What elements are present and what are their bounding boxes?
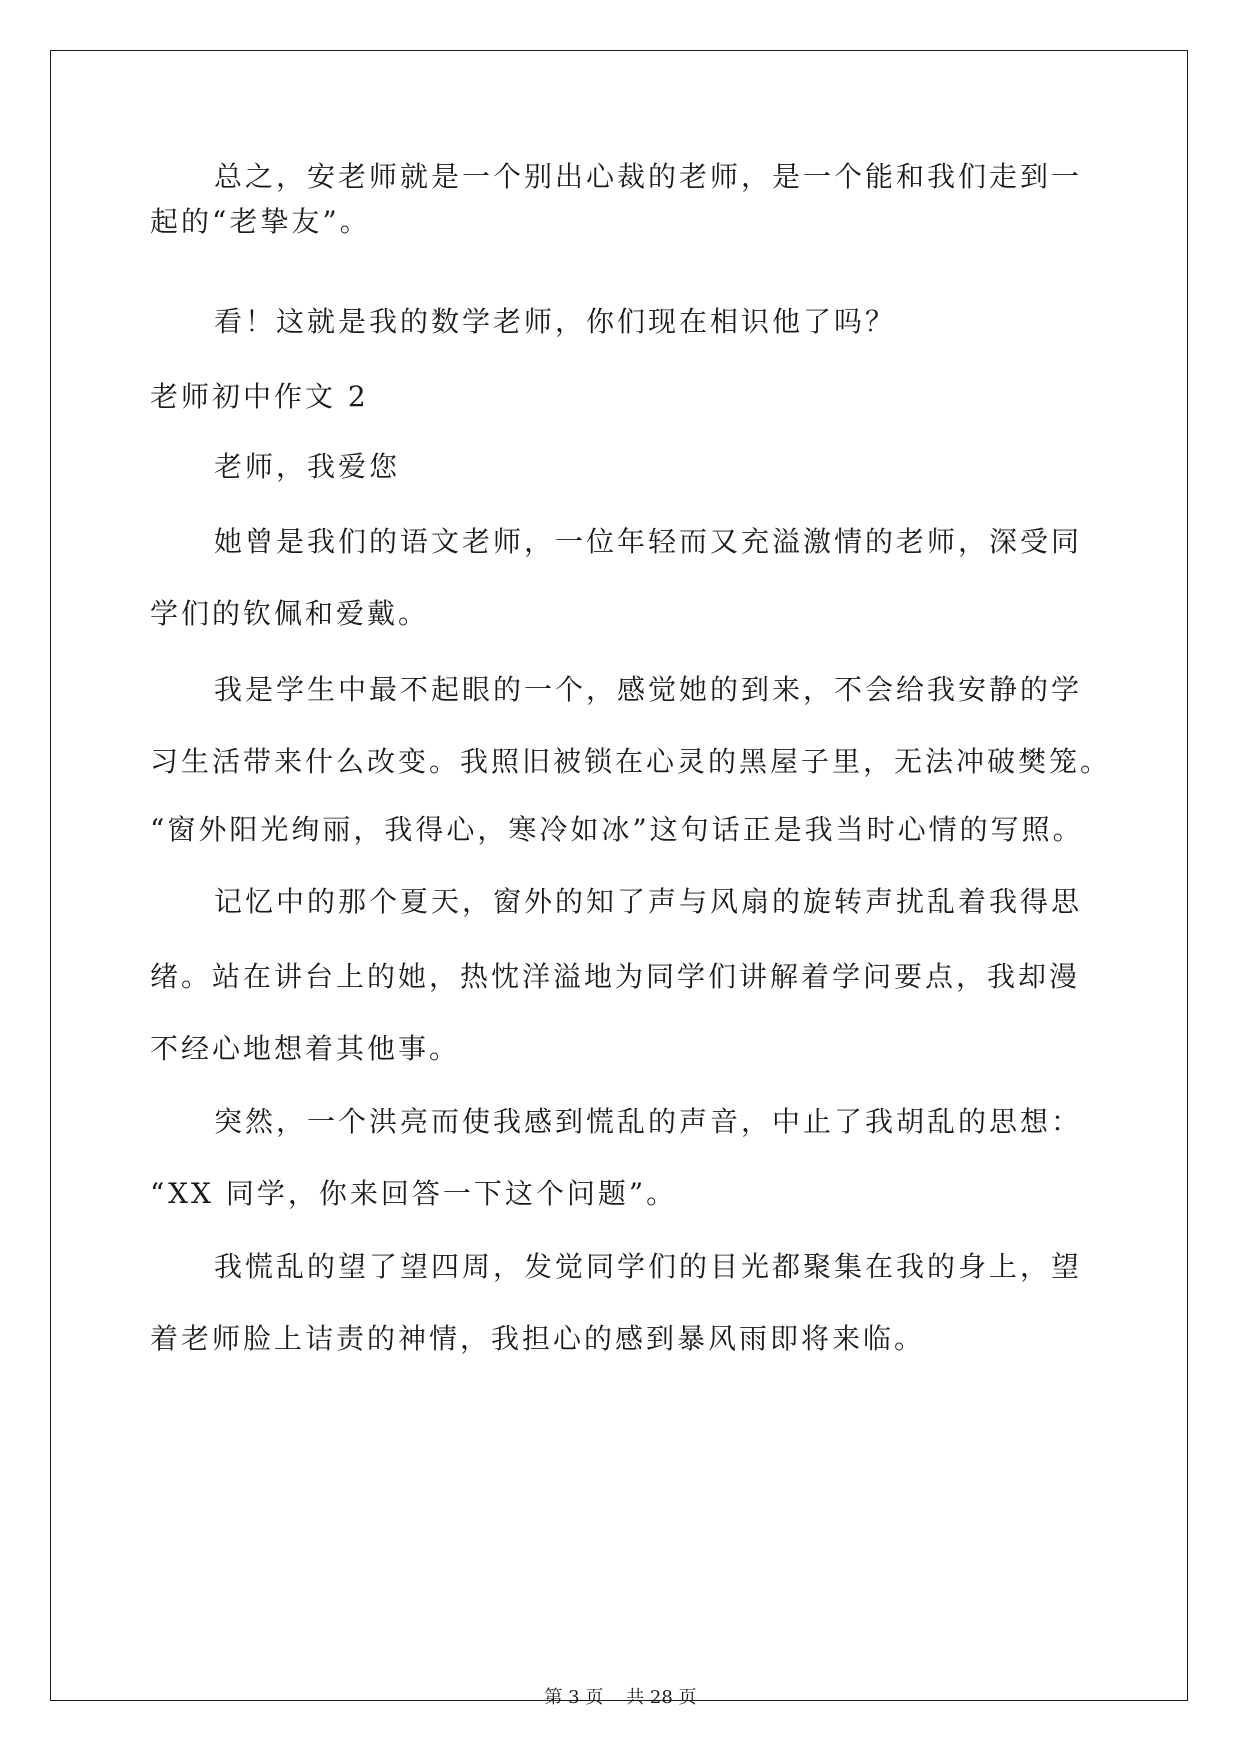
page-border [50, 50, 1188, 1701]
paragraph-line: 不经心地想着其他事。 [150, 1032, 461, 1065]
paragraph-line: 看！这就是我的数学老师，你们现在相识他了吗？ [214, 305, 897, 338]
page-footer: 第 3 页 共 28 页 [544, 1687, 697, 1708]
paragraph-line: 习生活带来什么改变。我照旧被锁在心灵的黑屋子里，无法冲破樊笼。 [150, 745, 1112, 778]
paragraph-line: 起的“老挚友”。 [150, 205, 371, 238]
paragraph-line: 我慌乱的望了望四周，发觉同学们的目光都聚集在我的身上，望 [214, 1250, 1083, 1283]
paragraph-line: 突然，一个洪亮而使我感到慌乱的声音，中止了我胡乱的思想： [214, 1105, 1083, 1138]
paragraph-line: 总之，安老师就是一个别出心裁的老师，是一个能和我们走到一 [214, 160, 1083, 193]
essay-title: 老师，我爱您 [214, 450, 401, 483]
paragraph-line: 记忆中的那个夏天，窗外的知了声与风扇的旋转声扰乱着我得思 [214, 885, 1083, 918]
paragraph-line: 她曾是我们的语文老师，一位年轻而又充溢激情的老师，深受同 [214, 525, 1083, 558]
paragraph-line: 绪。站在讲台上的她，热忱洋溢地为同学们讲解着学问要点，我却漫 [150, 960, 1081, 993]
section-heading: 老师初中作文 2 [150, 380, 369, 413]
paragraph-line: “窗外阳光绚丽，我得心，寒冷如冰”这句话正是我当时心情的写照。 [150, 813, 1084, 846]
paragraph-line: 着老师脸上诘责的神情，我担心的感到暴风雨即将来临。 [150, 1322, 926, 1355]
paragraph-line: 我是学生中最不起眼的一个，感觉她的到来，不会给我安静的学 [214, 673, 1083, 706]
paragraph-line: 学们的钦佩和爱戴。 [150, 597, 430, 630]
paragraph-line: “XX 同学，你来回答一下这个问题”。 [150, 1177, 678, 1210]
